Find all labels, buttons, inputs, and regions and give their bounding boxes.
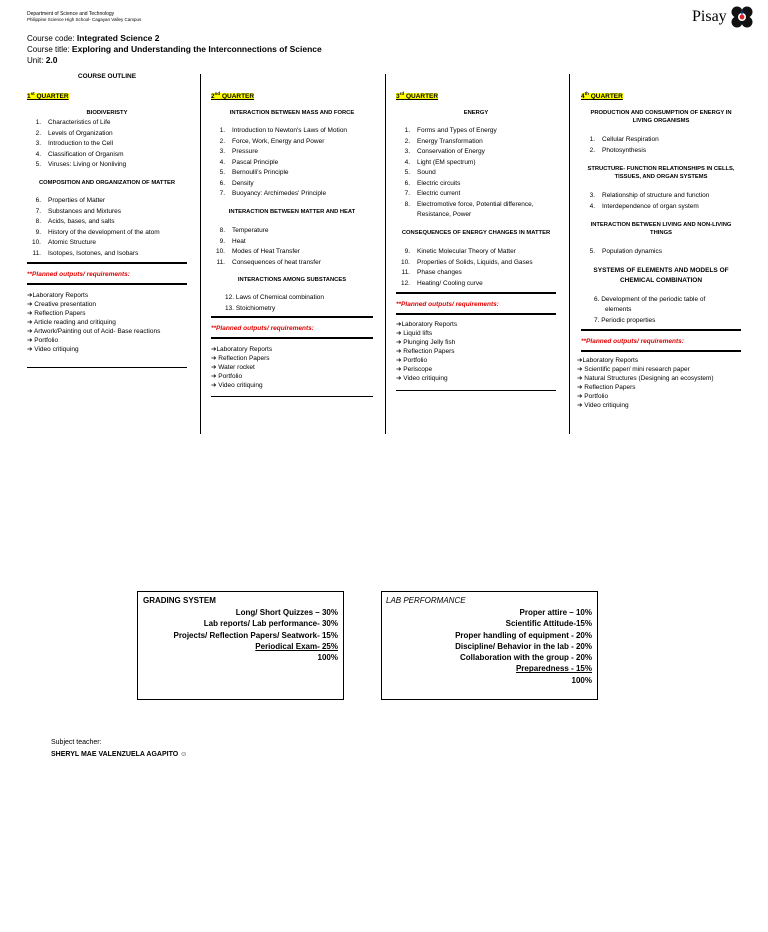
- list-item: 9. Kinetic Molecular Theory of Matter: [404, 248, 516, 255]
- lab-total: 100%: [571, 675, 592, 685]
- list-item: 6. Electric circuits: [404, 179, 461, 187]
- grading-row: Projects/ Reflection Papers/ Seatwork- 15%: [173, 630, 338, 640]
- list-item: 5. Population dynamics: [589, 248, 662, 255]
- list-item: 4. Light (EM spectrum): [404, 158, 476, 166]
- subject-teacher-name: SHERYL MAE VALENZUELA AGAPITO ☺: [51, 751, 188, 758]
- grading-total: 100%: [317, 653, 338, 663]
- list-item: 4. Interdependence of organ system: [589, 202, 699, 210]
- grading-system-title: GRADING SYSTEM: [143, 596, 216, 605]
- list-item: ➔ Liquid lifts: [396, 330, 433, 337]
- list-item: 7. Electric current: [404, 190, 461, 197]
- unit-line: [27, 55, 58, 66]
- list-item: 11. Isotopes, Isotones, and Isobars: [32, 249, 139, 257]
- outputs-list: [211, 345, 272, 390]
- unit-value: 2.0: [45, 55, 58, 65]
- topic-list: [27, 118, 126, 171]
- section-title: INTERACTIONS AMONG SUBSTANCES: [237, 277, 347, 283]
- outputs-list: [577, 356, 714, 410]
- list-item: ➔ Natural Structures (Designing an ecosystem): [577, 375, 714, 382]
- list-item: 10. Modes of Heat Transfer: [215, 248, 300, 255]
- topic-list: [396, 126, 534, 221]
- course-code-line: [27, 33, 160, 44]
- divider: [396, 390, 556, 391]
- list-item: 9. Heat: [219, 237, 246, 245]
- column-divider: [569, 74, 570, 434]
- list-item: ➔ Video critiquing: [396, 375, 448, 382]
- list-item: 12. Laws of Chemical combination: [225, 294, 324, 301]
- course-title-label: Course title:: [27, 45, 70, 54]
- pisay-logo: [692, 5, 754, 29]
- department-name: Department of Science and Technology: [27, 11, 115, 17]
- list-item: 1. Introduction to Newton's Laws of Motion: [219, 127, 348, 134]
- lab-row: Proper handling of equipment - 20%: [455, 630, 592, 640]
- list-item: ➔ Scientific paper/ mini research paper: [577, 366, 690, 373]
- list-item: ➔ Reflection Papers: [396, 348, 455, 355]
- list-item: 4. Pascal Principle: [219, 158, 279, 166]
- list-item: 7. Buoyancy: Archimedes' Principle: [219, 190, 327, 197]
- list-item: 5. Bernoulli's Principle: [219, 169, 289, 176]
- list-item: ➔Laboratory Reports: [27, 292, 89, 299]
- topic-list: [27, 196, 160, 259]
- list-item: 10. Atomic Structure: [31, 239, 97, 246]
- list-item: 6. Properties of Matter: [35, 197, 106, 204]
- planned-outputs-heading: **Planned outputs/ requirements:: [581, 338, 684, 345]
- school-name: Philippine Science High School- Cagayan Valley Campus: [27, 17, 142, 22]
- divider: [396, 292, 556, 294]
- list-item: ➔ Reflection Papers: [27, 310, 86, 317]
- topic-list: [211, 226, 321, 268]
- divider: [396, 313, 556, 315]
- list-item: 3. Introduction to the Cell: [35, 140, 114, 147]
- list-item: ➔ Portfolio: [577, 393, 609, 400]
- list-item: 1. Cellular Respiration: [589, 136, 659, 143]
- list-item: 13. Stoichiometry: [225, 305, 276, 312]
- list-item: ➔ Reflection Papers: [577, 384, 636, 391]
- divider: [211, 337, 373, 339]
- planned-outputs-heading: **Planned outputs/ requirements:: [396, 301, 499, 308]
- topic-list: [581, 191, 709, 212]
- divider: [27, 367, 187, 368]
- lab-row: Collaboration with the group - 20%: [460, 653, 592, 663]
- list-item: 10. Properties of Solids, Liquids, and Gases: [400, 258, 533, 266]
- section-title: SYSTEMS OF ELEMENTS AND MODELS OF CHEMICAL COMBINATION: [593, 267, 729, 284]
- course-outline-title: COURSE OUTLINE: [77, 73, 137, 80]
- pisay-emblem-icon: [730, 5, 754, 29]
- list-item: 11. Phase changes: [401, 269, 462, 276]
- list-item: 12. Heating/ Cooling curve: [400, 279, 483, 287]
- quarter-1-heading: 1st QUARTER: [27, 91, 69, 101]
- section-title: STRUCTURE- FUNCTION RELATIONSHIPS IN CELLS, TISSUES, AND ORGAN SYSTEMS: [587, 166, 735, 180]
- section-title: BIODIVERISTY: [86, 110, 128, 116]
- list-item: 11. Consequences of heat transfer: [216, 258, 321, 266]
- list-item: 3. Relationship of structure and function: [589, 192, 710, 199]
- list-item: ➔ Water rocket: [211, 364, 255, 371]
- topic-list: [396, 247, 533, 289]
- column-divider: [385, 74, 386, 434]
- list-item: 5. Viruses: Living or Nonliving: [35, 161, 127, 168]
- list-item: 2. Force, Work, Energy and Power: [219, 137, 325, 145]
- section-title: INTERACTION BETWEEN LIVING AND NON-LIVING THINGS: [590, 222, 732, 236]
- grading-row: Periodical Exam- 25%: [255, 641, 338, 651]
- planned-outputs-heading: **Planned outputs/ requirements:: [211, 325, 314, 332]
- list-item: 8. Electromotive force, Potential difference,: [404, 200, 534, 208]
- list-item: 8. Acids, bases, and salts: [35, 218, 115, 225]
- column-divider: [200, 74, 201, 434]
- list-item: 3. Pressure: [219, 148, 259, 155]
- list-item: ➔ Article reading and critiquing: [27, 319, 116, 326]
- grading-system-box: [137, 591, 344, 700]
- list-item: elements: [605, 306, 632, 313]
- list-item: ➔Laboratory Reports: [211, 346, 273, 353]
- course-title-value: Exploring and Understanding the Interconnections of Science: [71, 44, 322, 54]
- list-item: ➔ Artwork/Painting out of Acid- Base reactions: [27, 328, 161, 335]
- list-item: 4. Classification of Organism: [35, 150, 124, 158]
- list-item: ➔Laboratory Reports: [396, 321, 458, 328]
- unit-label: Unit:: [27, 56, 44, 65]
- list-item: 6. Development of the periodic table of: [594, 296, 706, 303]
- list-item: ➔ Plunging Jelly fish: [396, 339, 456, 346]
- divider: [211, 396, 373, 397]
- list-item: 8. Temperature: [219, 227, 269, 234]
- list-item: ➔ Periscope: [396, 366, 433, 373]
- course-code-value: Integrated Science 2: [76, 33, 160, 43]
- list-item: 7. Periodic properties: [594, 317, 656, 324]
- list-item: 5. Sound: [404, 169, 436, 176]
- list-item: 7. Substances and Mixtures: [35, 207, 121, 215]
- list-item: 1. Forms and Types of Energy: [404, 127, 497, 134]
- list-item: 3. Conservation of Energy: [404, 148, 485, 155]
- section-title: COMPOSITION AND ORGANIZATION OF MATTER: [38, 180, 176, 186]
- list-item: ➔ Reflection Papers: [211, 355, 270, 362]
- list-item: 9. History of the development of the atom: [35, 228, 160, 236]
- grading-row: Lab reports/ Lab performance- 30%: [203, 619, 338, 629]
- planned-outputs-heading: **Planned outputs/ requirements:: [27, 271, 130, 278]
- quarter-3-heading: 3rd QUARTER: [396, 91, 439, 101]
- divider: [581, 350, 741, 352]
- list-item: ➔ Portfolio: [27, 337, 59, 344]
- list-item: ➔ Portfolio: [396, 357, 428, 364]
- list-item: ➔ Video critiquing: [27, 346, 79, 353]
- lab-row: Scientific Attitude-15%: [505, 619, 592, 629]
- lab-row: Preparedness - 15%: [515, 664, 592, 674]
- list-item: 2. Levels of Organization: [35, 129, 113, 137]
- list-item: ➔ Video critiquing: [211, 382, 263, 389]
- section-title: INTERACTION BETWEEN MASS AND FORCE: [229, 110, 355, 116]
- list-item: Resistance, Power: [417, 211, 472, 218]
- topic-list: [211, 126, 347, 200]
- outputs-list: [396, 320, 457, 383]
- topic-list: [581, 135, 659, 156]
- topic-list: [581, 247, 662, 258]
- section-title: INTERACTION BETWEEN MATTER AND HEAT: [228, 209, 356, 215]
- quarter-4-heading: 4th QUARTER: [581, 91, 623, 101]
- divider: [211, 316, 373, 318]
- list-item: 2. Energy Transformation: [404, 137, 483, 145]
- outputs-list: [27, 291, 160, 354]
- list-item: ➔Laboratory Reports: [577, 357, 639, 364]
- section-title: CONSEQUENCES OF ENERGY CHANGES IN MATTER: [401, 230, 551, 236]
- grading-row: Long/ Short Quizzes – 30%: [235, 608, 338, 617]
- lab-performance-box: [381, 591, 598, 700]
- list-item: ➔ Video critiquing: [577, 402, 629, 409]
- list-item: 2. Photosynthesis: [589, 146, 647, 154]
- list-item: ➔ Portfolio: [211, 373, 243, 380]
- divider: [27, 283, 187, 285]
- lab-performance-title: LAB PERFORMANCE: [386, 596, 466, 605]
- list-item: 1. Characteristics of Life: [35, 119, 111, 126]
- list-item: 6. Density: [219, 179, 254, 187]
- lab-row: Discipline/ Behavior in the lab - 20%: [455, 641, 592, 651]
- logo-text: Pisay: [692, 8, 727, 25]
- quarter-2-heading: 2nd QUARTER: [211, 91, 255, 101]
- section-title: PRODUCTION AND CONSUMPTION OF ENERGY IN LIVING ORGANISMS: [590, 110, 732, 124]
- course-code-label: Course code:: [27, 34, 75, 43]
- section-title: ENERGY: [463, 110, 489, 116]
- list-item: ➔ Creative presentation: [27, 301, 97, 308]
- divider: [27, 262, 187, 264]
- subject-teacher-label: Subject teacher:: [51, 739, 102, 746]
- divider: [581, 329, 741, 331]
- lab-row: Proper attire – 10%: [519, 608, 592, 617]
- course-title-line: [27, 44, 322, 55]
